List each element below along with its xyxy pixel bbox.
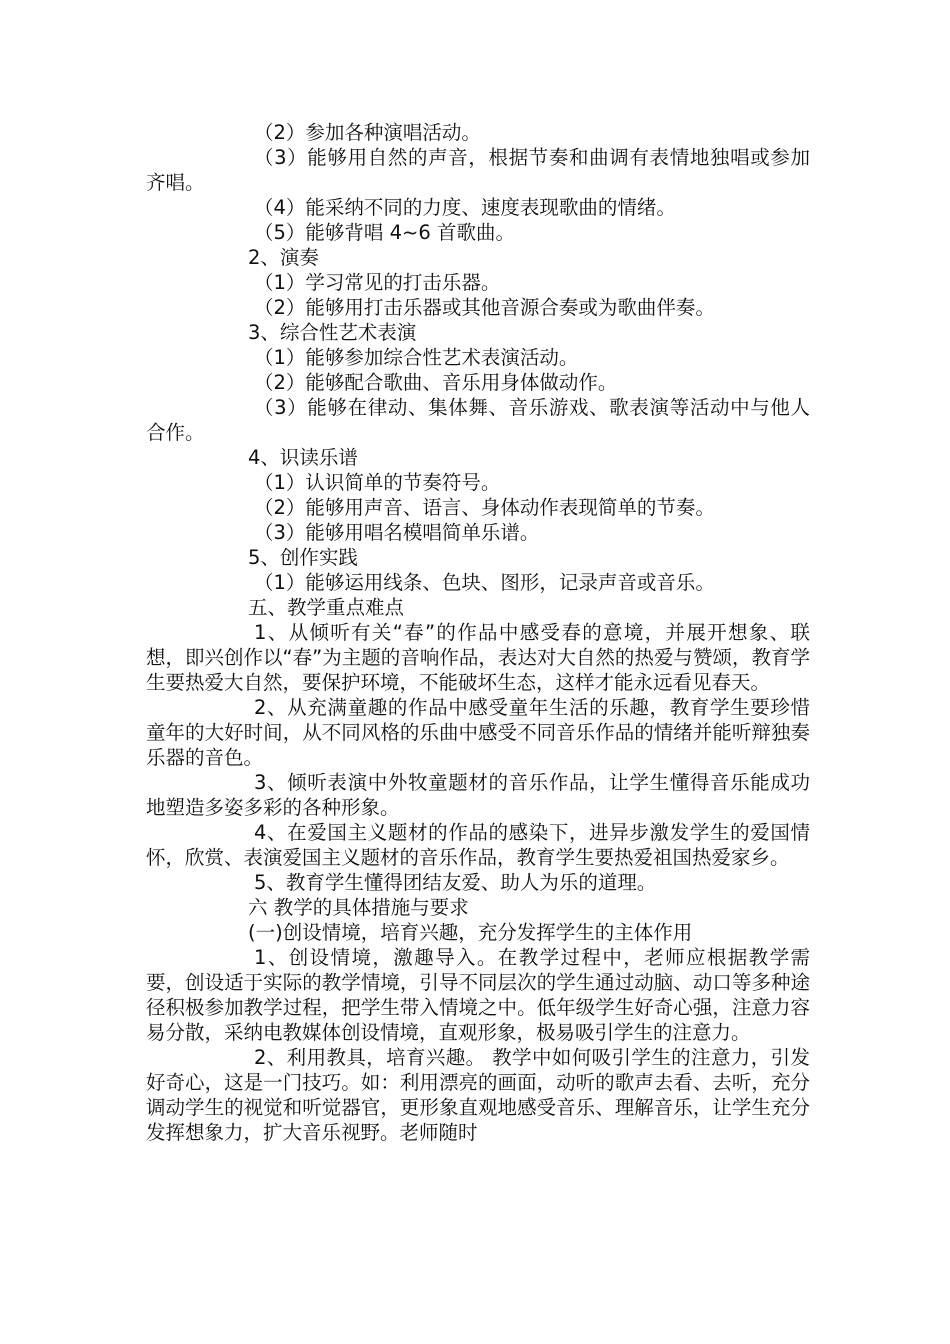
text-paragraph: 1、从倾听有关“春”的作品中感受春的意境，并展开想象、联想，即兴创作以“春”为主题的音响作品，表达对大自然的热爱与赞颂，教育学生要热爱大自然，要保护环境，不能破坏生态，这样才能永远看见春天。 — [146, 621, 810, 694]
document-body — [146, 120, 810, 1145]
text-paragraph: （3）能够用自然的声音，根据节奏和曲调有表情地独唱或参加齐唱。 — [146, 146, 810, 194]
text-line: （4）能采纳不同的力度、速度表现歌曲的情绪。 — [254, 196, 676, 219]
section-heading: 五、教学重点难点 — [248, 596, 405, 619]
section-heading: 5、创作实践 — [248, 546, 358, 569]
text-line: （2）参加各种演唱活动。 — [254, 121, 481, 144]
text-line: （2）能够配合歌曲、音乐用身体做动作。 — [254, 371, 618, 394]
text-line: （3）能够用唱名模唱简单乐谱。 — [254, 521, 540, 544]
text-line: （5）能够背唱 4~6 首歌曲。 — [254, 221, 515, 244]
section-heading: 六 教学的具体措施与要求 — [248, 896, 469, 919]
subsection-heading: (一)创设情境，培育兴趣，充分发挥学生的主体作用 — [248, 921, 693, 944]
text-line: （1）学习常见的打击乐器。 — [254, 271, 501, 294]
section-heading: 4、识读乐谱 — [248, 446, 358, 469]
text-paragraph: 2、利用教具，培育兴趣。 教学中如何吸引学生的注意力，引发好奇心，这是一门技巧。如：利用漂亮的画面，动听的歌声去看、去听，充分调动学生的视觉和听觉器官，更形象直观地感受音乐、理解音乐，让学生充分发挥想象力，扩大音乐视野。老师随时 — [146, 1046, 810, 1144]
text-line: （1）认识简单的节奏符号。 — [254, 471, 501, 494]
text-line: （2）能够用声音、语言、身体动作表现简单的节奏。 — [254, 496, 715, 519]
text-paragraph: （3）能够在律动、集体舞、音乐游戏、歌表演等活动中与他人合作。 — [146, 396, 810, 444]
text-line: （2）能够用打击乐器或其他音源合奏或为歌曲伴奏。 — [254, 296, 715, 319]
text-paragraph: 1、创设情境，激趣导入。在教学过程中，老师应根据教学需要，创设适于实际的教学情境，引导不同层次的学生通过动脑、动口等多种途径积极参加教学过程，把学生带入情境之中。低年级学生好奇心强，注意力容易分散，采纳电教媒体创设情境，直观形象，极易吸引学生的注意力。 — [146, 946, 810, 1044]
text-line: 5、教育学生懂得团结友爱、助人为乐的道理。 — [254, 871, 657, 894]
text-line: （1）能够运用线条、色块、图形，记录声音或音乐。 — [254, 571, 715, 594]
text-line: （1）能够参加综合性艺术表演活动。 — [254, 346, 579, 369]
section-heading: 3、综合性艺术表演 — [248, 321, 417, 344]
text-paragraph: 2、从充满童趣的作品中感受童年生活的乐趣，教育学生要珍惜童年的大好时间，从不同风格的乐曲中感受不同音乐作品的情绪并能听辩独奏乐器的音色。 — [146, 696, 810, 769]
section-heading: 2、演奏 — [248, 246, 319, 269]
text-paragraph: 3、倾听表演中外牧童题材的音乐作品，让学生懂得音乐能成功地塑造多姿多彩的各种形象。 — [146, 771, 810, 819]
text-paragraph: 4、在爱国主义题材的作品的感染下，进异步激发学生的爱国情怀，欣赏、表演爱国主义题材的音乐作品，教育学生要热爱祖国热爱家乡。 — [146, 821, 810, 869]
